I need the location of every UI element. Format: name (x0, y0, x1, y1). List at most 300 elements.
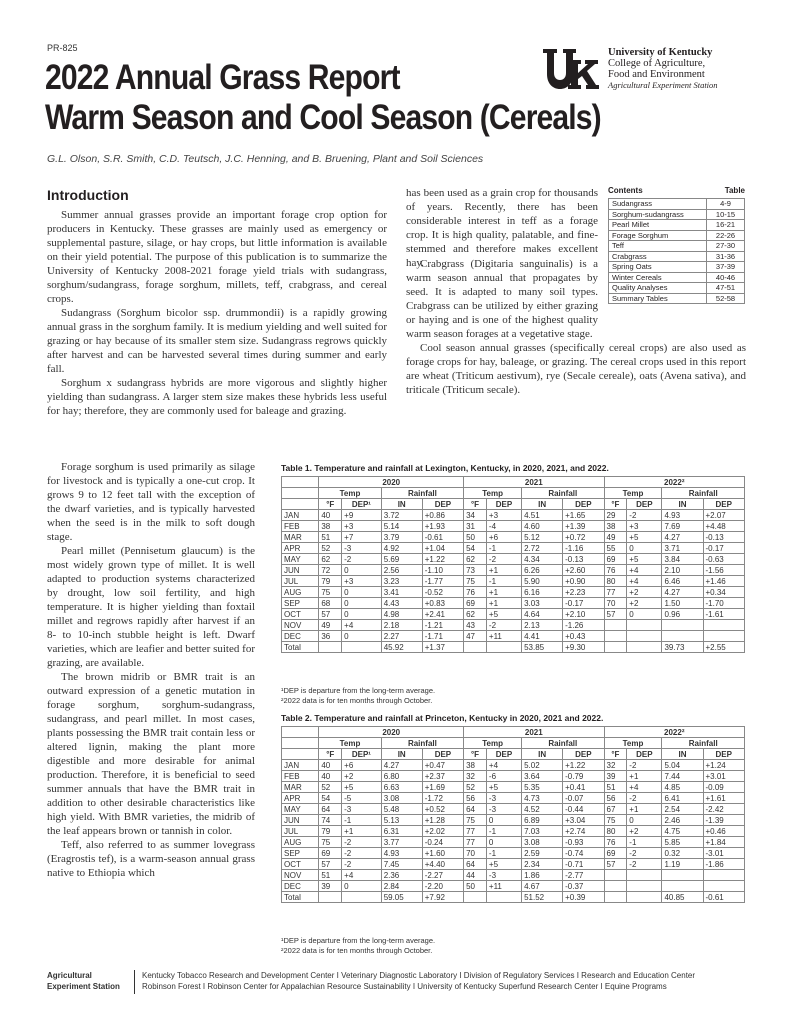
table-cell: -1 (486, 826, 521, 837)
table-cell: 51 (604, 782, 627, 793)
table-cell: -0.61 (703, 892, 745, 903)
table-cell: 3.08 (381, 793, 422, 804)
table-cell (486, 892, 521, 903)
table-cell: -2 (342, 859, 382, 870)
table-cell: 3.03 (522, 598, 563, 609)
row-label: DEC (282, 631, 319, 642)
column-header: IN (381, 499, 422, 510)
contents-row (609, 262, 745, 273)
table-cell: -1 (486, 543, 521, 554)
column-header: IN (522, 749, 563, 760)
table-cell: +1 (342, 826, 382, 837)
table-cell (662, 870, 703, 881)
table-row (282, 642, 745, 653)
table-row (282, 826, 745, 837)
table-cell: -0.37 (563, 881, 604, 892)
column-header: DEP (563, 749, 604, 760)
column-header: °F (319, 749, 342, 760)
contents-row (609, 241, 745, 252)
table1-note: ²2022 data is for ten months through October. (281, 696, 433, 705)
table-cell: 2.27 (381, 631, 422, 642)
table-cell: +1.04 (422, 543, 463, 554)
contents-section: Winter Cereals (609, 272, 707, 283)
table-row (282, 609, 745, 620)
contents-heading: Contents (608, 186, 643, 195)
table-cell: +1.22 (422, 554, 463, 565)
table-cell (604, 870, 627, 881)
college-line-2: Food and Environment (608, 69, 705, 80)
table-cell: +0.46 (703, 826, 745, 837)
group-header: Temp (464, 738, 522, 749)
table-cell: -2 (342, 837, 382, 848)
table-cell: +9.30 (563, 642, 604, 653)
table-cell: 40 (319, 760, 342, 771)
intro-column-top (47, 187, 387, 418)
table-cell: 32 (604, 760, 627, 771)
table-cell: +1.24 (703, 760, 745, 771)
contents-table-range: 22-26 (707, 230, 745, 241)
table-cell (703, 881, 745, 892)
intro-paragraph: Forage sorghum is used primarily as silage for livestock and is typically a one-cut crop. It grows 9 to 12 feet tall with the exception of the dwarf varieties, and is typically harvested when the seed is in the milk to soft dough stage. (47, 461, 255, 543)
group-header: Rainfall (662, 738, 745, 749)
table-cell: 62 (319, 554, 342, 565)
table-cell: +5 (627, 554, 662, 565)
table-cell: 49 (319, 620, 342, 631)
intro-paragraph: Cool season annual grasses (specifically cereal crops) are also used as forage crops for hay, baleage, or grazing. The cereal crops used in this report are wheat (Triticum aestivum), rye (Secale cereale), oats (Avena sativa), and triticale (Triticum secale). (406, 342, 746, 396)
table-cell: 0 (342, 587, 382, 598)
table-row (282, 782, 745, 793)
table-cell: +2 (627, 598, 662, 609)
table-cell: 4.85 (662, 782, 703, 793)
table-cell: -2 (627, 510, 662, 521)
contents-row (609, 293, 745, 304)
table-cell (319, 642, 342, 653)
table-cell: 67 (604, 804, 627, 815)
table-cell: 40 (319, 771, 342, 782)
table-cell: 75 (319, 587, 342, 598)
column-header: DEP (627, 749, 662, 760)
table-cell: +2.74 (563, 826, 604, 837)
table-cell: 38 (319, 521, 342, 532)
contents-row (609, 251, 745, 262)
table-cell: -5 (342, 793, 382, 804)
column-header: °F (464, 749, 487, 760)
intro-paragraph: has been used as a grain crop for thousands of years. Recently, there has been considerable interest in teff as a forage crop. It is high quality, palatable, and fine-stemmed and therefore makes excellent hay. (406, 187, 598, 269)
table-cell: -1.39 (703, 815, 745, 826)
table-cell: -2 (627, 793, 662, 804)
table-cell: 57 (604, 859, 627, 870)
table-cell: -1.70 (703, 598, 745, 609)
table-cell: 4.27 (662, 532, 703, 543)
table-cell: +4.40 (422, 859, 463, 870)
table-cell: 70 (464, 848, 487, 859)
row-label: APR (282, 543, 319, 554)
table-cell: -3 (342, 543, 382, 554)
table-cell: -6 (486, 771, 521, 782)
table-cell (464, 892, 487, 903)
row-label: DEC (282, 881, 319, 892)
table-cell: 64 (464, 859, 487, 870)
table-cell: 5.69 (381, 554, 422, 565)
table-cell: +2.41 (422, 609, 463, 620)
table-cell: 1.50 (662, 598, 703, 609)
table-cell: 64 (319, 804, 342, 815)
table-cell: 7.03 (522, 826, 563, 837)
table-cell: 62 (464, 609, 487, 620)
table-cell: +1 (486, 598, 521, 609)
table-cell: 5.12 (522, 532, 563, 543)
table-cell: -0.79 (563, 771, 604, 782)
table-cell: +1.65 (563, 510, 604, 521)
table-cell: -0.09 (703, 782, 745, 793)
table-cell: +3 (342, 576, 382, 587)
college-line-1: College of Agriculture, (608, 58, 706, 69)
table-cell: 6.41 (662, 793, 703, 804)
table-cell: 51 (319, 870, 342, 881)
table-cell: +3 (342, 521, 382, 532)
table-row (282, 543, 745, 554)
table-cell: +0.39 (563, 892, 604, 903)
table-cell: -2.27 (422, 870, 463, 881)
table-cell (604, 642, 627, 653)
table-cell: -4 (486, 521, 521, 532)
table-cell: 2.36 (381, 870, 422, 881)
table-cell: -1.26 (563, 620, 604, 631)
table2 (281, 726, 745, 903)
table-cell: +1.84 (703, 837, 745, 848)
table-cell: +5 (342, 782, 382, 793)
column-header: DEP (422, 499, 463, 510)
table-cell: 0 (486, 837, 521, 848)
year-header: 2022² (604, 727, 745, 738)
table-cell: +2.07 (703, 510, 745, 521)
table-cell: 3.08 (522, 837, 563, 848)
table-cell: 69 (604, 554, 627, 565)
table-cell: +0.41 (563, 782, 604, 793)
table-cell: 54 (464, 543, 487, 554)
table-cell: -0.13 (703, 532, 745, 543)
table-cell: -2 (342, 848, 382, 859)
row-label: AUG (282, 587, 319, 598)
table-cell: 2.13 (522, 620, 563, 631)
table-cell: -2 (486, 554, 521, 565)
table-cell: 75 (604, 815, 627, 826)
table-cell: 50 (464, 881, 487, 892)
row-label: SEP (282, 598, 319, 609)
table-cell: +0.90 (563, 576, 604, 587)
table-cell: 75 (464, 576, 487, 587)
table-cell: 0.32 (662, 848, 703, 859)
table-cell: -1.72 (422, 793, 463, 804)
contents-section: Spring Oats (609, 262, 707, 273)
table-cell: 76 (604, 837, 627, 848)
table-cell: +5 (627, 532, 662, 543)
row-label: NOV (282, 870, 319, 881)
contents-table-range: 47-51 (707, 283, 745, 294)
table-cell: 53.85 (522, 642, 563, 653)
table-row (282, 598, 745, 609)
intro-paragraph: Summer annual grasses provide an important forage crop option for producers in Kentucky. These grasses are mainly used as emergency or supplemental pasture, silage, or hay crops, but little information is available on their yield potential. The purpose of this publication is to summarize the University of Kentucky 2008-2021 forage yield trials with sudangrass, sorghum/sudangrass, forage sorghum, millets, teff, crabgrass, and cereal crops. (47, 209, 387, 305)
table-cell: 0 (342, 598, 382, 609)
table-cell: -2 (486, 620, 521, 631)
table-cell: +5 (486, 609, 521, 620)
table-cell: -2.20 (422, 881, 463, 892)
contents-row (609, 283, 745, 294)
table-cell: +3 (486, 510, 521, 521)
column-header: DEP¹ (342, 499, 382, 510)
table-cell: +1.93 (422, 521, 463, 532)
year-header: 2022² (604, 477, 745, 488)
column-header: DEP (703, 499, 745, 510)
table-cell (486, 642, 521, 653)
table2-notes (281, 936, 435, 956)
contents-section: Pearl Millet (609, 220, 707, 231)
column-header: DEP (486, 499, 521, 510)
table-cell: 29 (604, 510, 627, 521)
table-cell: 0 (342, 881, 382, 892)
row-label: APR (282, 793, 319, 804)
table2-note: ¹DEP is departure from the long-term average. (281, 936, 436, 945)
table-cell: +1.39 (563, 521, 604, 532)
column-header: IN (662, 499, 703, 510)
table-cell: +2.55 (703, 642, 745, 653)
table-cell: +11 (486, 631, 521, 642)
table-cell: -1 (486, 576, 521, 587)
table-cell: 68 (319, 598, 342, 609)
table-cell: +1 (627, 771, 662, 782)
row-label: NOV (282, 620, 319, 631)
table-cell (627, 881, 662, 892)
table-cell: 64 (464, 804, 487, 815)
contents-section: Summary Tables (609, 293, 707, 304)
contents-row (609, 230, 745, 241)
table-cell: 54 (319, 793, 342, 804)
table-cell: -2 (627, 859, 662, 870)
table-cell: +0.72 (563, 532, 604, 543)
table-cell: 1.19 (662, 859, 703, 870)
table-cell: 47 (464, 631, 487, 642)
table-cell: 3.72 (381, 510, 422, 521)
table-cell: +1.28 (422, 815, 463, 826)
contents-section: Sorghum-sudangrass (609, 209, 707, 220)
table-cell (604, 631, 627, 642)
table-cell: 2.84 (381, 881, 422, 892)
column-header: °F (604, 749, 627, 760)
table-cell (464, 642, 487, 653)
intro-paragraph: The brown midrib or BMR trait is an outward expression of a genetic mutation in forage sorghum, sorghum-sudangrass, sudangrass, and pearl millet. In most cases, plants possessing the BMR trait contain less or altered lignin, making the plant more digestible and more desirable for animal production. Therefore, it is beneficial to seed summer annuals that have the BMR trait in addition to other desirable characteristics like high yield. With BMR varieties, the midrib of the leaf appears brown or tannish in color. (47, 671, 255, 837)
intro-paragraph: Sorghum x sudangrass hybrids are more vigorous and slightly higher yielding than sudangrass. A larger stem size makes these hybrids less useful for hay; therefore, they are commonly used for baleage and grazing. (47, 377, 387, 417)
table-cell: 0 (342, 631, 382, 642)
table-cell: 6.63 (381, 782, 422, 793)
table-cell: 36 (319, 631, 342, 642)
table-cell: +0.83 (422, 598, 463, 609)
table-cell: +0.86 (422, 510, 463, 521)
station-name: Agricultural Experiment Station (608, 80, 718, 90)
table-cell: 57 (319, 859, 342, 870)
table1-caption: Table 1. Temperature and rainfall at Lexington, Kentucky, in 2020, 2021, and 2022. (281, 463, 609, 473)
table-cell: +6 (486, 532, 521, 543)
table-cell: -2 (627, 848, 662, 859)
table-cell: 32 (464, 771, 487, 782)
table-cell: 2.59 (522, 848, 563, 859)
table-cell: 57 (604, 609, 627, 620)
table-cell: 4.51 (522, 510, 563, 521)
table-cell: +4 (342, 620, 382, 631)
table-cell: 38 (464, 760, 487, 771)
table-cell: +1 (486, 587, 521, 598)
table-cell: +2 (342, 771, 382, 782)
table-cell: 2.46 (662, 815, 703, 826)
table-cell: 51 (319, 532, 342, 543)
table-cell: 3.41 (381, 587, 422, 598)
table-cell: 5.90 (522, 576, 563, 587)
table-cell: 6.31 (381, 826, 422, 837)
group-header: Temp (604, 488, 662, 499)
table-cell: 6.89 (522, 815, 563, 826)
table-row (282, 815, 745, 826)
table-cell: -2 (342, 554, 382, 565)
table-cell: -0.71 (563, 859, 604, 870)
contents-section: Teff (609, 241, 707, 252)
column-header: DEP¹ (342, 749, 382, 760)
contents-row (609, 220, 745, 231)
table-cell: +2 (627, 587, 662, 598)
table-cell: -1 (342, 815, 382, 826)
table-cell: 69 (319, 848, 342, 859)
table-cell: -1.61 (703, 609, 745, 620)
table-cell: 55 (604, 543, 627, 554)
table-cell: 40.85 (662, 892, 703, 903)
table-cell: 1.86 (522, 870, 563, 881)
table-row (282, 881, 745, 892)
authors: G.L. Olson, S.R. Smith, C.D. Teutsch, J.C. Henning, and B. Bruening, Plant and Soil Sciences (47, 153, 484, 165)
table-cell: +11 (486, 881, 521, 892)
table-cell: -1.77 (422, 576, 463, 587)
table-cell: 69 (604, 848, 627, 859)
table-cell: 51.52 (522, 892, 563, 903)
table-cell (604, 881, 627, 892)
table-cell: +4 (486, 760, 521, 771)
table-cell: 0.96 (662, 609, 703, 620)
table-cell: 7.69 (662, 521, 703, 532)
table-cell: +0.47 (422, 760, 463, 771)
table-cell: +1.61 (703, 793, 745, 804)
table-cell: 40 (319, 510, 342, 521)
table-cell (627, 631, 662, 642)
university-name: University of Kentucky (608, 47, 713, 58)
table-cell: +4 (627, 576, 662, 587)
table-cell: -0.17 (703, 543, 745, 554)
column-header: DEP (563, 499, 604, 510)
table-cell: 4.52 (522, 804, 563, 815)
table-cell: -0.13 (563, 554, 604, 565)
table-cell: 52 (464, 782, 487, 793)
intro-paragraph: Crabgrass (Digitaria sanguinalis) is a warm season annual that propagates by seed. It is adapted to many soil types. Crabgrass can be utilized by either grazing or haying and is one of the highest quality warm season forages at a vegetative stage. (406, 258, 598, 340)
title-line-2: Warm Season and Cool Season (Cereals) (45, 98, 601, 137)
table-cell (662, 620, 703, 631)
table-cell: 5.14 (381, 521, 422, 532)
table-cell: +3.01 (703, 771, 745, 782)
row-label: MAR (282, 782, 319, 793)
row-label: JAN (282, 760, 319, 771)
table-cell (627, 892, 662, 903)
footer-divider (134, 970, 135, 994)
table-cell: 52 (319, 782, 342, 793)
table-cell: +1.46 (703, 576, 745, 587)
table-cell: +9 (342, 510, 382, 521)
table-cell: 4.98 (381, 609, 422, 620)
table-cell: -3 (342, 804, 382, 815)
publication-code: PR-825 (47, 43, 78, 53)
table-cell: 4.73 (522, 793, 563, 804)
table1-note: ¹DEP is departure from the long-term average. (281, 686, 436, 695)
table-cell: 6.46 (662, 576, 703, 587)
column-header: °F (464, 499, 487, 510)
table1 (281, 476, 745, 653)
table-cell: -1.21 (422, 620, 463, 631)
page-title (45, 58, 601, 138)
table-cell: +2.23 (563, 587, 604, 598)
table-cell: +6 (342, 760, 382, 771)
table-row (282, 771, 745, 782)
row-label: MAY (282, 804, 319, 815)
table-cell: -1 (627, 837, 662, 848)
contents-row (609, 272, 745, 283)
group-header: Rainfall (662, 488, 745, 499)
table-cell: +5 (486, 782, 521, 793)
contents-section: Sudangrass (609, 199, 707, 210)
table-cell: +2.60 (563, 565, 604, 576)
row-label: OCT (282, 609, 319, 620)
table-row (282, 576, 745, 587)
table-cell: +1.22 (563, 760, 604, 771)
row-label: FEB (282, 771, 319, 782)
table-cell: 49 (604, 532, 627, 543)
table-cell: 2.34 (522, 859, 563, 870)
table-cell: 74 (319, 815, 342, 826)
table-cell: 77 (464, 837, 487, 848)
footer-units-line: Kentucky Tobacco Research and Development Center I Veterinary Diagnostic Laboratory I Division of Regulatory Services I Research and Education Center (142, 971, 696, 980)
table-cell: 79 (319, 826, 342, 837)
table-cell: 80 (604, 576, 627, 587)
table-cell: 43 (464, 620, 487, 631)
table-cell: +0.34 (703, 587, 745, 598)
table-cell: 4.43 (381, 598, 422, 609)
table2-caption: Table 2. Temperature and rainfall at Princeton, Kentucky in 2020, 2021 and 2022. (281, 713, 604, 723)
table-cell: -0.93 (563, 837, 604, 848)
table-cell: -0.61 (422, 532, 463, 543)
table-cell: 76 (464, 587, 487, 598)
table-cell: 57 (319, 609, 342, 620)
table-cell: 77 (464, 826, 487, 837)
table-cell: 52 (319, 543, 342, 554)
table-row (282, 521, 745, 532)
year-header: 2021 (464, 727, 604, 738)
group-header: Temp (319, 488, 381, 499)
contents-table-range: 31-36 (707, 251, 745, 262)
group-header: Rainfall (381, 488, 463, 499)
table-cell: +7 (342, 532, 382, 543)
table-cell: 2.18 (381, 620, 422, 631)
table-cell: 4.67 (522, 881, 563, 892)
table-cell: 2.72 (522, 543, 563, 554)
table-cell: +7.92 (422, 892, 463, 903)
table-cell: 0 (342, 609, 382, 620)
group-header: Temp (604, 738, 662, 749)
row-label: JUN (282, 815, 319, 826)
group-header: Rainfall (522, 488, 604, 499)
column-header: DEP (703, 749, 745, 760)
